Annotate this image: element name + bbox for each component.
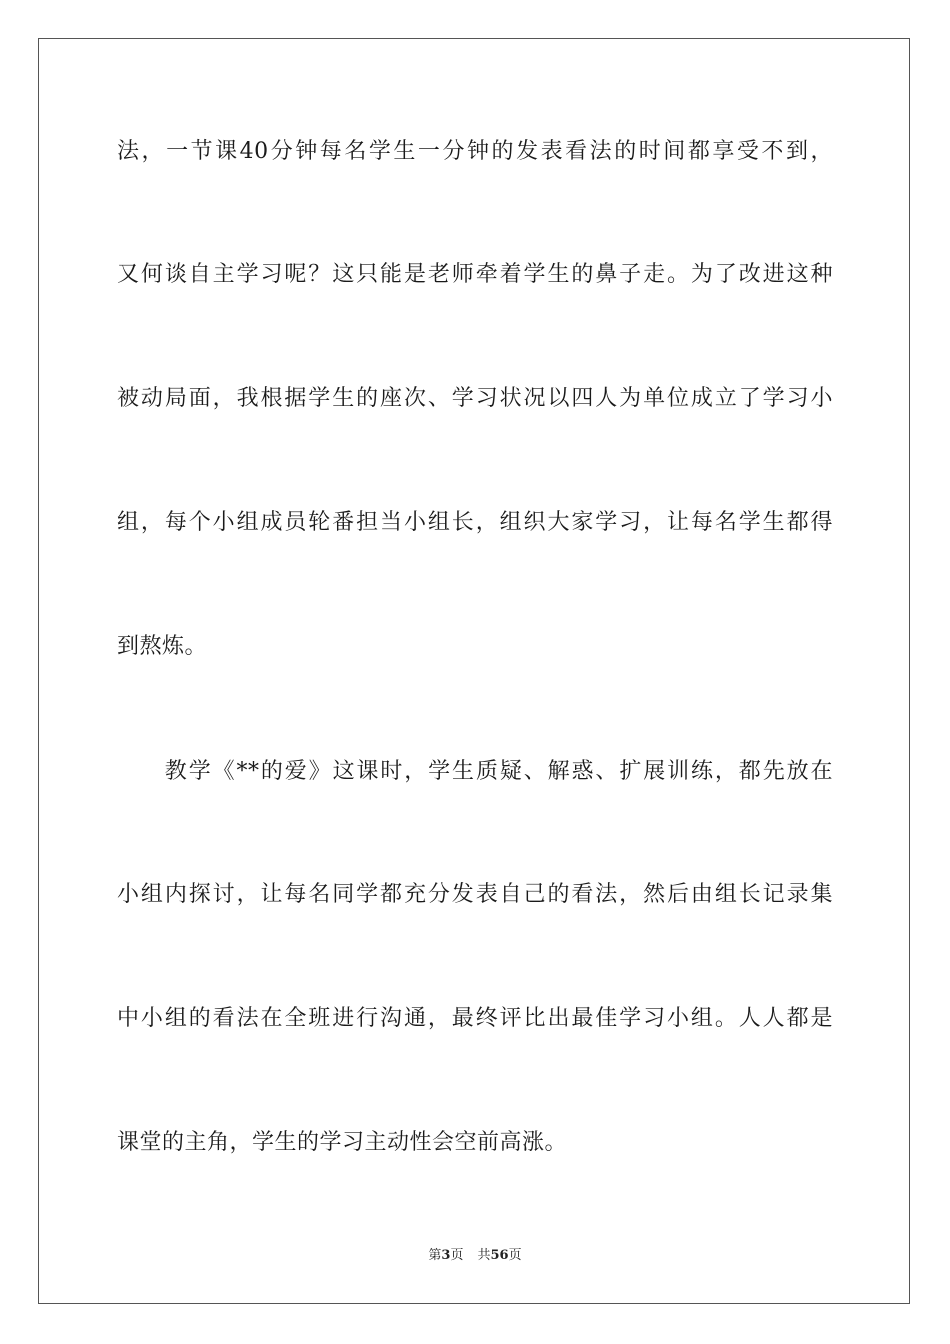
page-number: 3 <box>441 1248 451 1263</box>
text-line: 被动局面，我根据学生的座次、学习状况以四人为单位成立了学习小 <box>117 386 833 411</box>
text-line: 小组内探讨，让每名同学都充分发表自己的看法，然后由组长记录集 <box>117 882 833 907</box>
text-line: 法，一节课40分钟每名学生一分钟的发表看法的时间都享受不到， <box>117 139 833 164</box>
total-suffix: 页 <box>508 1248 522 1263</box>
text-line: 中小组的看法在全班进行沟通，最终评比出最佳学习小组。人人都是 <box>117 1006 833 1031</box>
page-footer <box>0 1247 950 1265</box>
page-prefix: 第 <box>428 1248 442 1263</box>
page-border <box>38 38 910 1304</box>
text-line: 组，每个小组成员轮番担当小组长，组织大家学习，让每名学生都得 <box>117 510 833 535</box>
text-line: 到熬炼。 <box>117 634 208 659</box>
page-suffix: 页 <box>450 1248 464 1263</box>
text-line: 教学《**的爱》这课时，学生质疑、解惑、扩展训练，都先放在 <box>117 759 833 784</box>
total-pages: 56 <box>490 1248 509 1263</box>
total-prefix: 共 <box>477 1248 491 1263</box>
text-line: 课堂的主角，学生的学习主动性会空前高涨。 <box>117 1130 568 1155</box>
text-line: 又何谈自主学习呢？这只能是老师牵着学生的鼻子走。为了改进这种 <box>117 262 833 287</box>
